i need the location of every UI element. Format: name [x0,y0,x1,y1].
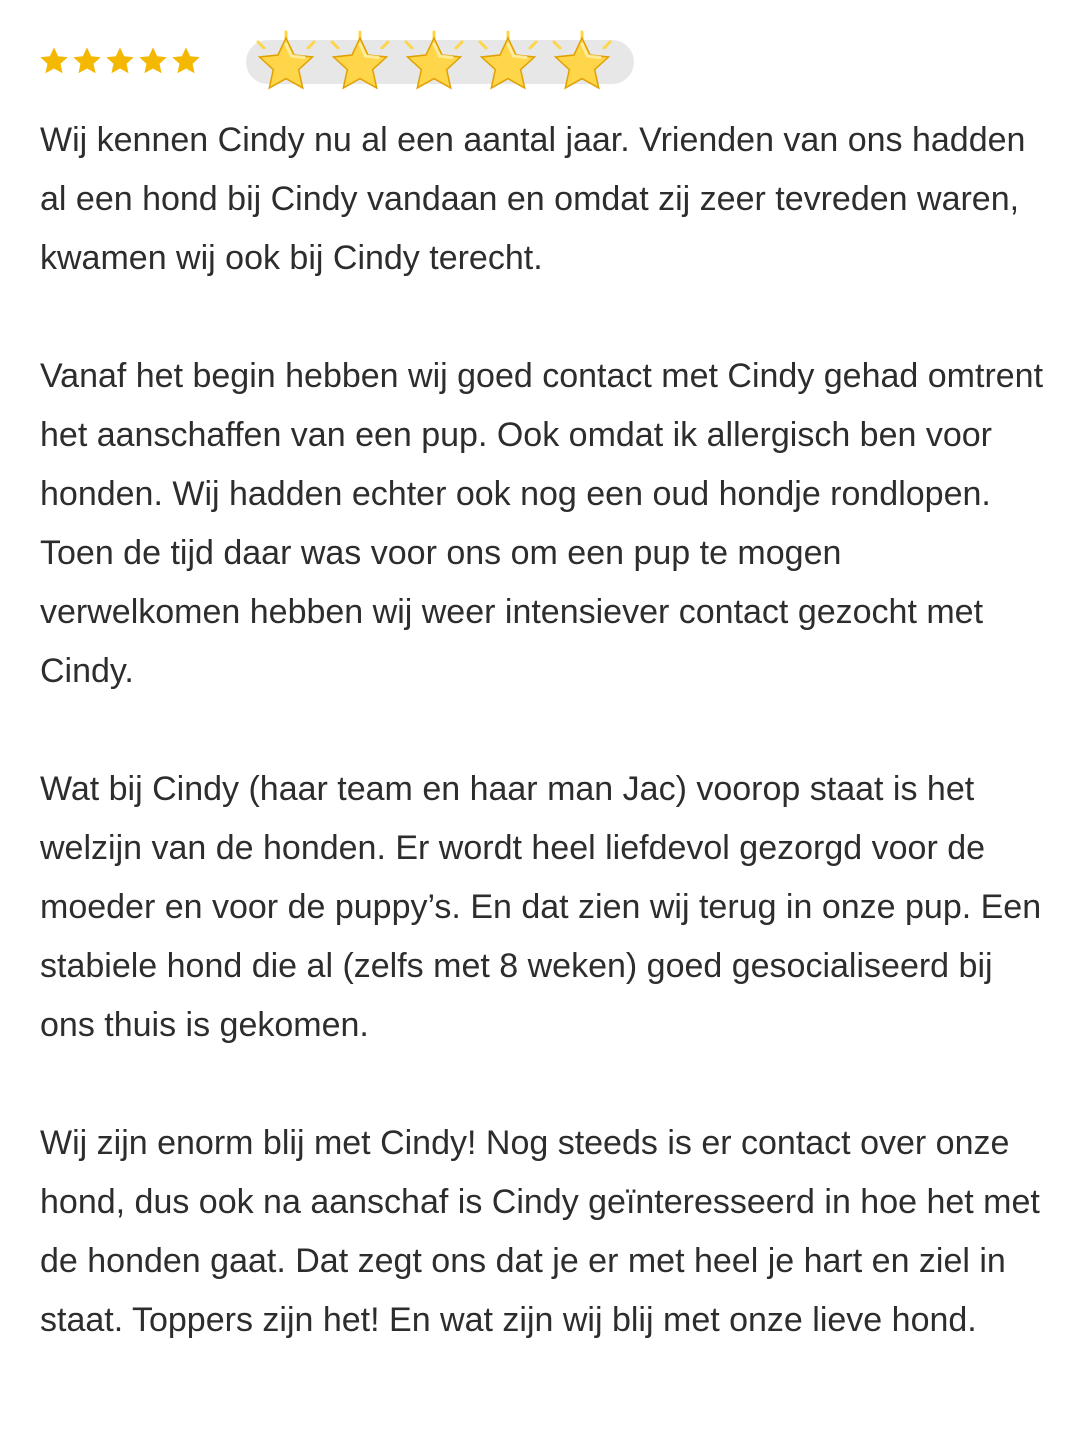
review-paragraph: Vanaf het begin hebben wij goed contact met Cindy gehad omtrent het aanschaffen van een pup. Ook omdat ik allergisch ben voor honden. Wij hadden echter ook nog een oud hondje rondlopen. Toen de tijd daar was voor ons om een pup te mogen verwelkomen hebben wij weer intensiever contact gezocht met Cindy. [40,357,1044,690]
star-icon [137,45,169,77]
glowing-star-icon [324,30,396,102]
emoji-stars [250,30,618,102]
rating-stars [38,45,202,77]
review-paragraph: Wij zijn enorm blij met Cindy! Nog steeds is er contact over onze hond, dus ook na aanschaf is Cindy geïnteresseerd in hoe het met de honden gaat. Dat zegt ons dat je er met heel je hart en ziel in staat. Toppers zijn het! En wat zijn wij blij met onze lieve hond. [40,1124,1040,1339]
review-paragraph: Wat bij Cindy (haar team en haar man Jac) voorop staat is het welzijn van de honden. Er wordt heel liefdevol gezorgd voor de moeder en voor de puppy’s. En dat zien wij terug in onze pup. Een stabiele hond die al (zelfs met 8 weken) goed gesocialiseerd bij ons thuis is gekomen. [40,770,1042,1044]
glowing-star-icon [472,30,544,102]
glowing-star-icon [546,30,618,102]
review-body [40,111,1050,1350]
glowing-star-icon [250,30,322,102]
star-icon [104,45,136,77]
star-icon [170,45,202,77]
glowing-star-icon [398,30,470,102]
star-icon [71,45,103,77]
review-header [38,28,658,100]
star-icon [38,45,70,77]
review-paragraph: Wij kennen Cindy nu al een aantal jaar. Vrienden van ons hadden al een hond bij Cindy vandaan en omdat zij zeer tevreden waren, kwamen wij ook bij Cindy terecht. [40,121,1026,277]
